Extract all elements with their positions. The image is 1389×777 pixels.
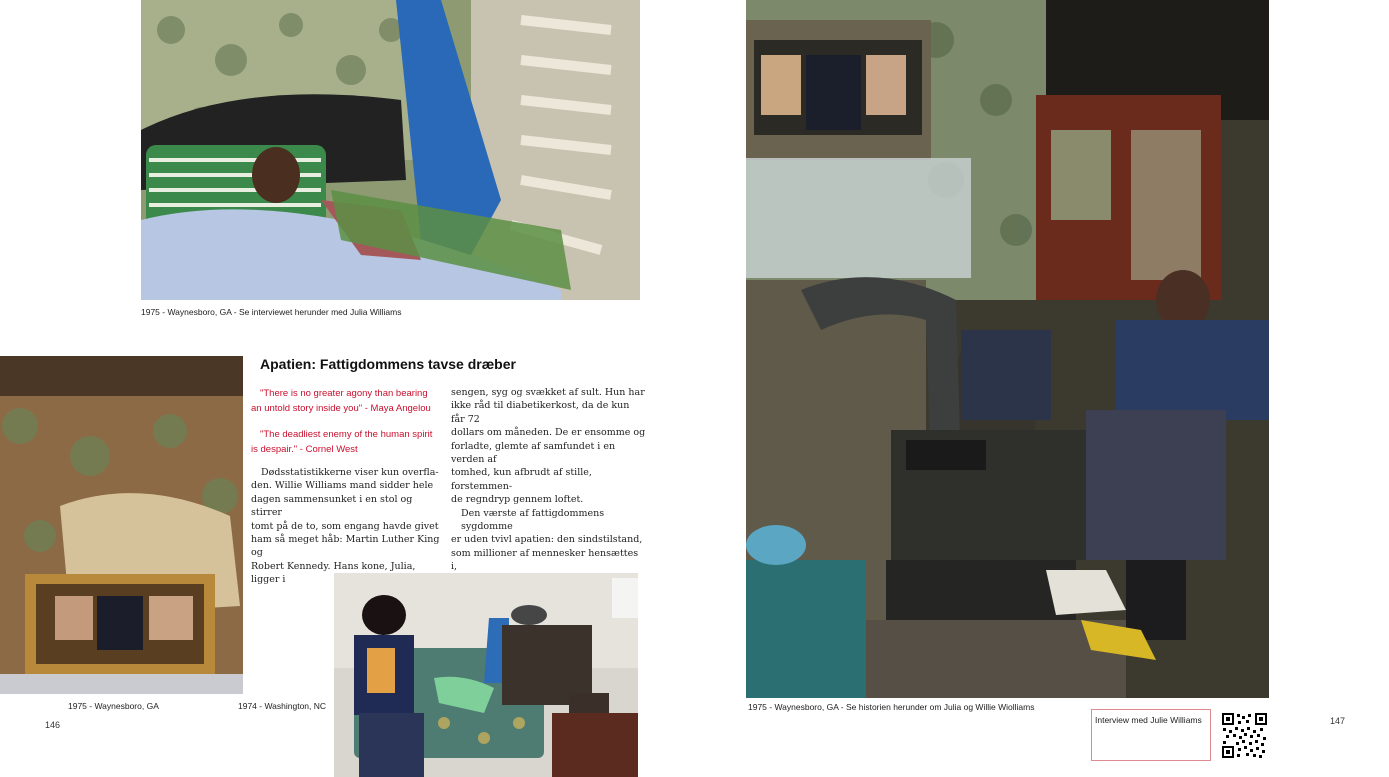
top-photo-caption: 1975 - Waynesboro, GA - Se interviewet herunder med Julia Williams (141, 307, 402, 317)
left-photo-caption: 1975 - Waynesboro, GA (68, 701, 159, 711)
photo-woman-in-bed (141, 0, 640, 300)
body-line: ham så meget håb: Martin Luther King og (251, 534, 440, 559)
page-number-left: 146 (45, 720, 61, 730)
article-heading: Apatien: Fattigdommens tavse dræber (260, 356, 516, 372)
body-line: er uden tvivl apatien: den sindstilstand, (451, 534, 643, 546)
photo-man-by-stove (746, 0, 1269, 698)
quote-line: "There is no greater agony than bearing (260, 388, 428, 399)
quote-line: an untold story inside you" - Maya Angelou (251, 403, 431, 414)
quote-line: "The deadliest enemy of the human spirit (260, 429, 433, 440)
body-column-1 (251, 466, 446, 587)
body-line: tomhed, kun afbrudt af stille, forstemmen- (451, 467, 592, 492)
body-line: forladte, glemte af samfundet i en verden af (451, 440, 616, 466)
photo-people-on-sofa (334, 573, 638, 777)
body-line: Dødsstatistikkerne viser kun overfla- (261, 467, 439, 478)
body-line: den. Willie Williams mand sidder hele (251, 480, 434, 492)
bottom-photo-caption: 1974 - Washington, NC (238, 701, 327, 711)
quote-maya-angelou (251, 386, 431, 416)
interview-link-box[interactable] (1091, 709, 1211, 761)
body-line: dollars om måneden. De er ensomme og (451, 427, 646, 439)
body-line: de regndryp gennem loftet. (451, 494, 584, 506)
qr-code-icon[interactable] (1222, 713, 1267, 758)
body-line: Robert Kennedy. Hans kone, Julia, ligger i (251, 560, 416, 586)
quote-cornel-west (251, 427, 432, 457)
body-line: som millioner af mennesker hensættes i, (451, 547, 639, 573)
quote-line: is despair." - Cornel West (251, 444, 358, 455)
photo-picture-frame (0, 356, 243, 694)
body-line: Den værste af fattigdommens sygdomme (461, 507, 605, 533)
right-photo-caption: 1975 - Waynesboro, GA - Se historien herunder om Julia og Willie Wiolliams (748, 702, 1035, 712)
interview-label: Interview med Julie Williams (1095, 715, 1202, 725)
body-line: dagen sammensunket i en stol og stirrer (251, 493, 413, 519)
page-number-right: 147 (1330, 716, 1346, 726)
body-line: ikke råd til diabetikerkost, da de kun får 72 (451, 400, 630, 425)
body-line: tomt på de to, som engang havde givet (251, 520, 439, 532)
body-line: sengen, syg og svækket af sult. Hun har (451, 387, 645, 398)
